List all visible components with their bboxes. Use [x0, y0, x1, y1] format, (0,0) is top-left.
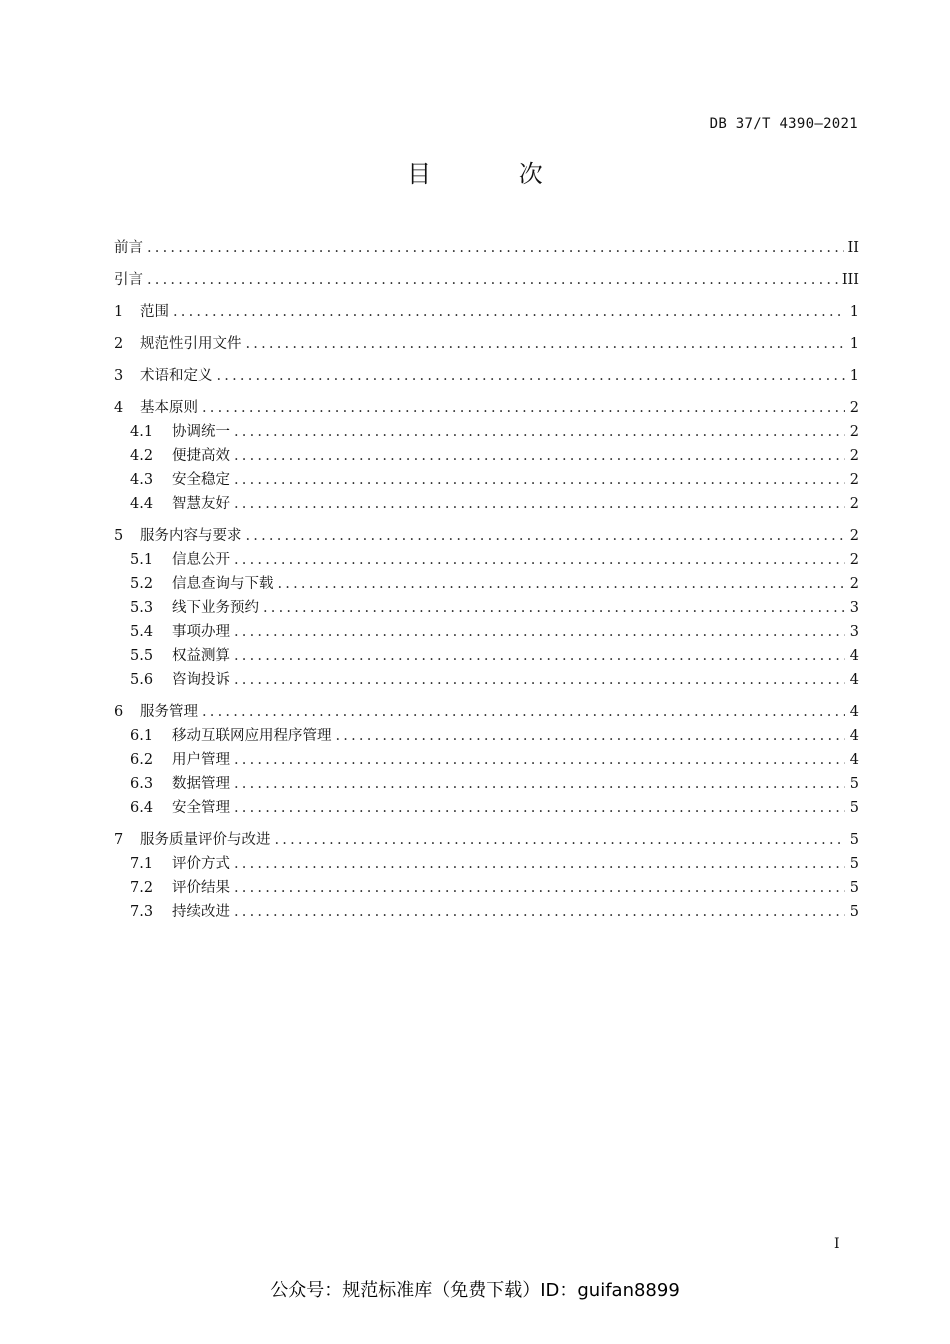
- dot-leader: [202, 702, 845, 722]
- toc-entry-label: 术语和定义: [140, 368, 213, 384]
- toc-entry-label: 事项办理: [172, 624, 230, 640]
- dot-leader: [147, 238, 844, 258]
- dot-leader: [234, 902, 845, 922]
- toc-entry-number: 7: [114, 832, 124, 848]
- toc-entry-heading: [114, 878, 230, 898]
- toc-entry-label: 安全管理: [172, 800, 230, 816]
- toc-entry[interactable]: [114, 598, 859, 618]
- toc-entry-page: III: [841, 272, 859, 288]
- toc-entry-page: 5: [849, 800, 859, 816]
- toc-entry[interactable]: [114, 702, 859, 722]
- dot-leader: [234, 854, 845, 874]
- toc-entry-page: 1: [849, 368, 859, 384]
- toc-entry[interactable]: [114, 670, 859, 690]
- dot-leader: [234, 422, 845, 442]
- dot-leader: [173, 302, 845, 322]
- toc-entry-number: 5.3: [130, 600, 154, 616]
- dot-leader: [234, 646, 845, 666]
- dot-leader: [147, 270, 838, 290]
- toc-entry-page: 4: [849, 704, 859, 720]
- toc-entry-label: 信息查询与下载: [172, 576, 274, 592]
- toc-entry[interactable]: [114, 550, 859, 570]
- toc-entry-page: 4: [849, 728, 859, 744]
- dot-leader: [234, 670, 845, 690]
- toc-entry[interactable]: [114, 398, 859, 418]
- toc-entry-number: 2: [114, 336, 124, 352]
- toc-entry-number: 7.1: [130, 856, 154, 872]
- dot-leader: [278, 574, 846, 594]
- toc-entry-label: 范围: [140, 304, 169, 320]
- toc-entry-heading: [114, 470, 230, 490]
- dot-leader: [234, 750, 845, 770]
- toc-entry-number: 5: [114, 528, 124, 544]
- toc-entry-label: 便捷高效: [172, 448, 230, 464]
- toc-entry-page: 2: [849, 496, 859, 512]
- toc-entry-heading: [114, 238, 143, 258]
- toc-entry-page: 1: [849, 336, 859, 352]
- toc-entry-label: 安全稳定: [172, 472, 230, 488]
- toc-entry-heading: [114, 702, 198, 722]
- toc-entry[interactable]: [114, 238, 859, 258]
- toc-entry-number: 5.4: [130, 624, 154, 640]
- dot-leader: [202, 398, 845, 418]
- toc-entry-number: 4.3: [130, 472, 154, 488]
- toc-entry-number: 5.6: [130, 672, 154, 688]
- toc-entry-page: 4: [849, 752, 859, 768]
- toc-entry-number: 4.4: [130, 496, 154, 512]
- toc-entry-page: 3: [849, 600, 859, 616]
- toc-entry-heading: [114, 446, 230, 466]
- toc-entry-heading: [114, 798, 230, 818]
- toc-entry-label: 前言: [114, 240, 143, 256]
- toc-entry-label: 数据管理: [172, 776, 230, 792]
- toc-entry[interactable]: [114, 902, 859, 922]
- dot-leader: [234, 550, 845, 570]
- toc-entry[interactable]: [114, 446, 859, 466]
- toc-entry-heading: [114, 622, 230, 642]
- toc-entry-page: 2: [849, 528, 859, 544]
- dot-leader: [234, 470, 845, 490]
- dot-leader: [234, 446, 845, 466]
- toc-entry-heading: [114, 574, 274, 594]
- toc-entry-label: 评价结果: [172, 880, 230, 896]
- toc-entry-heading: [114, 726, 332, 746]
- toc-entry[interactable]: [114, 494, 859, 514]
- toc-entry-number: 6.1: [130, 728, 154, 744]
- toc-entry-label: 评价方式: [172, 856, 230, 872]
- toc-entry[interactable]: [114, 366, 859, 386]
- toc-entry-heading: [114, 854, 230, 874]
- dot-leader: [263, 598, 845, 618]
- toc-entry-heading: [114, 526, 242, 546]
- toc-entry-label: 权益测算: [172, 648, 230, 664]
- toc-entry-page: 5: [849, 880, 859, 896]
- toc-entry[interactable]: [114, 646, 859, 666]
- toc-entry[interactable]: [114, 270, 859, 290]
- footer-watermark-text: 公众号：规范标准库（免费下载）ID：guifan8899: [270, 1280, 680, 1301]
- toc-entry-page: 4: [849, 648, 859, 664]
- toc-entry[interactable]: [114, 750, 859, 770]
- toc-entry[interactable]: [114, 726, 859, 746]
- toc-entry-number: 5.2: [130, 576, 154, 592]
- toc-entry-number: 6: [114, 704, 124, 720]
- toc-entry-label: 咨询投诉: [172, 672, 230, 688]
- toc-entry-heading: [114, 270, 143, 290]
- toc-entry-number: 5.5: [130, 648, 154, 664]
- toc-entry-heading: [114, 750, 230, 770]
- toc-entry-page: 5: [849, 832, 859, 848]
- toc-entry[interactable]: [114, 470, 859, 490]
- dot-leader: [336, 726, 846, 746]
- toc-entry-heading: [114, 550, 230, 570]
- toc-entry[interactable]: [114, 422, 859, 442]
- toc-entry-heading: [114, 494, 230, 514]
- toc-entry-page: 2: [849, 576, 859, 592]
- toc-entry-label: 服务内容与要求: [140, 528, 242, 544]
- toc-entry-label: 引言: [114, 272, 143, 288]
- dot-leader: [234, 878, 845, 898]
- toc-entry-number: 7.3: [130, 904, 154, 920]
- toc-entry[interactable]: [114, 526, 859, 546]
- toc-entry-label: 服务质量评价与改进: [140, 832, 271, 848]
- toc-entry[interactable]: [114, 334, 859, 354]
- toc-entry-heading: [114, 774, 230, 794]
- dot-leader: [275, 830, 846, 850]
- table-of-contents: [114, 238, 859, 922]
- toc-title: 目 次: [407, 160, 583, 188]
- toc-entry-number: 4.1: [130, 424, 154, 440]
- toc-entry-label: 协调统一: [172, 424, 230, 440]
- toc-entry-page: 4: [849, 672, 859, 688]
- toc-entry-page: 2: [849, 448, 859, 464]
- toc-entry[interactable]: [114, 302, 859, 322]
- toc-entry[interactable]: [114, 622, 859, 642]
- toc-entry-heading: [114, 902, 230, 922]
- toc-entry[interactable]: [114, 774, 859, 794]
- toc-entry-heading: [114, 598, 259, 618]
- toc-entry-label: 规范性引用文件: [140, 336, 242, 352]
- dot-leader: [246, 526, 846, 546]
- toc-entry-heading: [114, 830, 271, 850]
- dot-leader: [234, 494, 845, 514]
- toc-entry-label: 持续改进: [172, 904, 230, 920]
- toc-entry-page: 5: [849, 776, 859, 792]
- toc-entry-page: 1: [849, 304, 859, 320]
- toc-entry-number: 7.2: [130, 880, 154, 896]
- toc-entry-label: 智慧友好: [172, 496, 230, 512]
- toc-entry-heading: [114, 398, 198, 418]
- toc-entry-number: 3: [114, 368, 124, 384]
- toc-entry-heading: [114, 646, 230, 666]
- toc-entry[interactable]: [114, 878, 859, 898]
- toc-entry-label: 基本原则: [140, 400, 198, 416]
- toc-entry[interactable]: [114, 574, 859, 594]
- toc-entry-label: 线下业务预约: [172, 600, 259, 616]
- dot-leader: [217, 366, 846, 386]
- toc-entry-number: 6.3: [130, 776, 154, 792]
- toc-entry-number: 1: [114, 304, 124, 320]
- toc-entry-page: II: [847, 240, 859, 256]
- dot-leader: [246, 334, 846, 354]
- toc-entry-heading: [114, 366, 213, 386]
- toc-entry-heading: [114, 302, 169, 322]
- toc-entry-heading: [114, 334, 242, 354]
- toc-entry-page: 2: [849, 400, 859, 416]
- toc-entry-number: 4.2: [130, 448, 154, 464]
- toc-entry-page: 5: [849, 856, 859, 872]
- dot-leader: [234, 774, 845, 794]
- toc-entry-number: 6.2: [130, 752, 154, 768]
- toc-entry-label: 信息公开: [172, 552, 230, 568]
- toc-entry-label: 用户管理: [172, 752, 230, 768]
- toc-entry-label: 服务管理: [140, 704, 198, 720]
- toc-entry-page: 5: [849, 904, 859, 920]
- toc-entry-page: 2: [849, 424, 859, 440]
- toc-entry-page: 2: [849, 472, 859, 488]
- toc-entry-number: 4: [114, 400, 124, 416]
- dot-leader: [234, 798, 845, 818]
- toc-entry-heading: [114, 670, 230, 690]
- toc-entry-number: 6.4: [130, 800, 154, 816]
- toc-entry[interactable]: [114, 798, 859, 818]
- toc-entry-number: 5.1: [130, 552, 154, 568]
- toc-entry-page: 2: [849, 552, 859, 568]
- page-number: I: [834, 1236, 840, 1252]
- dot-leader: [234, 622, 845, 642]
- toc-entry-heading: [114, 422, 230, 442]
- toc-entry[interactable]: [114, 854, 859, 874]
- toc-entry-label: 移动互联网应用程序管理: [172, 728, 332, 744]
- toc-entry-page: 3: [849, 624, 859, 640]
- toc-entry[interactable]: [114, 830, 859, 850]
- document-code: DB 37/T 4390—2021: [709, 116, 858, 132]
